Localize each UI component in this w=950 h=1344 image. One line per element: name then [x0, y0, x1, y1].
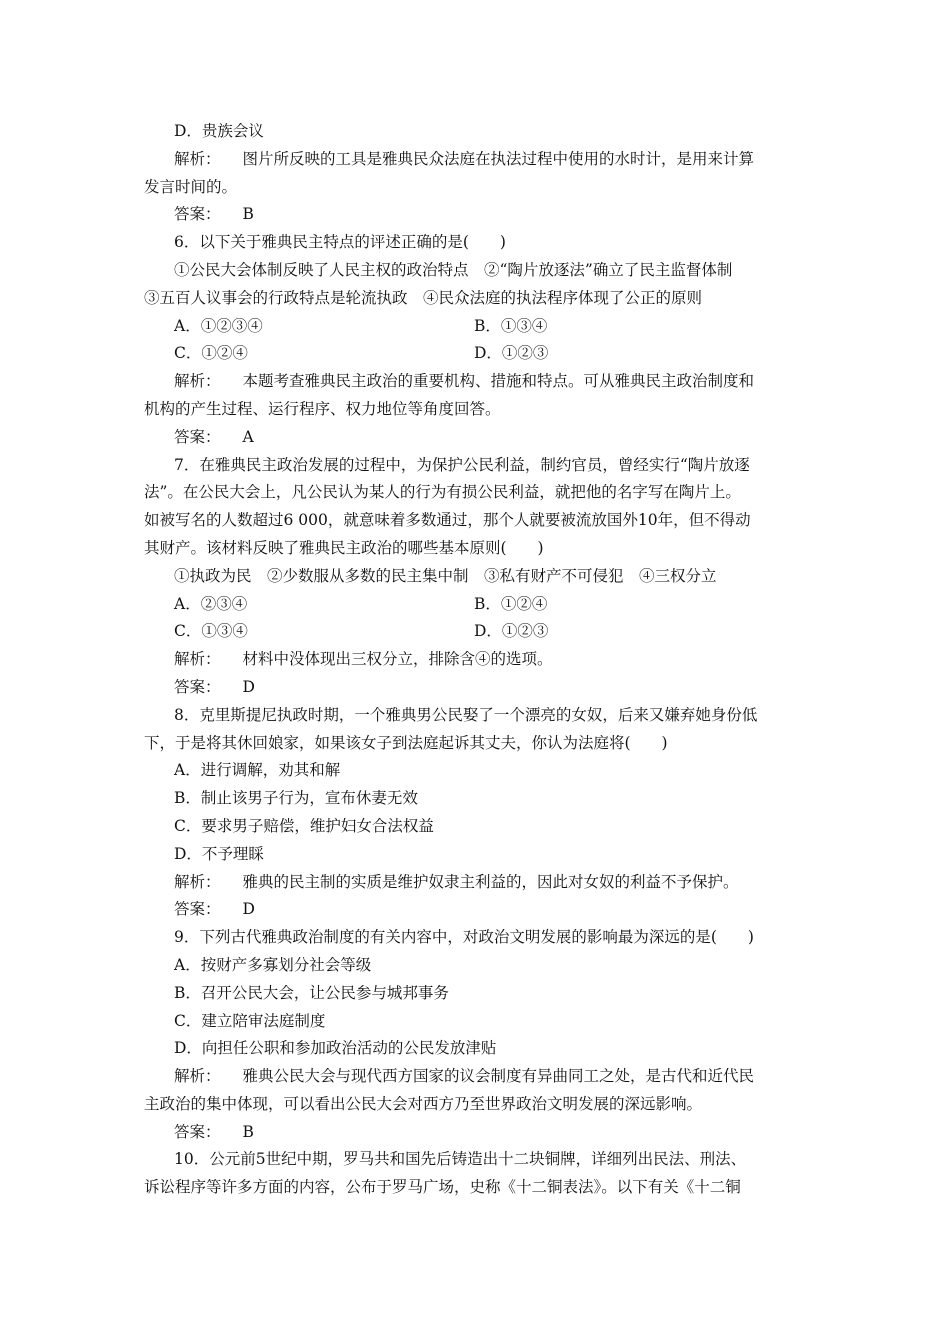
question-line: 8．克里斯提尼执政时期，一个雅典男公民娶了一个漂亮的女奴，后来又嫌弃她身份低	[174, 705, 758, 724]
document-page	[144, 118, 808, 1202]
option-d: D．①②③	[474, 344, 549, 363]
answer-line	[144, 674, 808, 702]
answer-value: B	[242, 1122, 254, 1141]
analysis-label: 解析：	[174, 149, 221, 168]
option-line: A．按财产多寡划分社会等级	[174, 955, 372, 974]
answer-line	[144, 424, 808, 452]
analysis-label: 解析：	[174, 872, 221, 891]
text-line: ①公民大会体制反映了人民主权的政治特点 ②“陶片放逐法”确立了民主监督体制	[174, 260, 733, 279]
option-line: C．要求男子赔偿，维护妇女合法权益	[174, 816, 434, 835]
option-d: D．①②③	[474, 622, 549, 641]
analysis-label: 解析：	[174, 650, 221, 669]
question-line: 9．下列古代雅典政治制度的有关内容中，对政治文明发展的影响最为深远的是( )	[174, 928, 754, 947]
answer-value: B	[242, 205, 254, 224]
text-line: 法”。在公民大会上，凡公民认为某人的行为有损公民利益，就把他的名字写在陶片上。	[144, 483, 741, 502]
analysis-line	[144, 869, 808, 897]
question-line: 7．在雅典民主政治发展的过程中，为保护公民利益，制约官员，曾经实行“陶片放逐	[174, 455, 750, 474]
analysis-line	[144, 146, 808, 174]
answer-value: D	[242, 900, 255, 919]
answer-value: A	[242, 427, 254, 446]
option-a: A．②③④	[174, 594, 248, 613]
option-b: B．①②④	[474, 594, 548, 613]
analysis-line	[144, 368, 808, 396]
text-line: 诉讼程序等许多方面的内容，公布于罗马广场，史称《十二铜表法》。以下有关《十二铜	[144, 1178, 741, 1197]
option-row	[144, 618, 808, 646]
answer-label: 答案：	[174, 205, 221, 224]
option-row	[144, 591, 808, 619]
text-line: 机构的产生过程、运行程序、权力地位等角度回答。	[144, 399, 501, 418]
analysis-line	[144, 1063, 808, 1091]
option-row	[144, 340, 808, 368]
analysis-line	[144, 646, 808, 674]
text-line: 其财产。该材料反映了雅典民主政治的哪些基本原则( )	[144, 538, 544, 557]
analysis-label: 解析：	[174, 1067, 221, 1086]
option-c: C．①③④	[174, 622, 248, 641]
analysis-text: 图片所反映的工具是雅典民众法庭在执法过程中使用的水时计，是用来计算	[242, 149, 755, 168]
analysis-text: 本题考查雅典民主政治的重要机构、措施和特点。可从雅典民主政治制度和	[242, 372, 755, 391]
option-a: A．①②③④	[174, 316, 263, 335]
answer-label: 答案：	[174, 427, 221, 446]
option-row	[144, 313, 808, 341]
option-line: B．制止该男子行为，宣布休妻无效	[174, 789, 418, 808]
option-line: A．进行调解，劝其和解	[174, 761, 341, 780]
option-c: C．①②④	[174, 344, 248, 363]
analysis-text: 雅典公民大会与现代西方国家的议会制度有异曲同工之处，是古代和近代民	[242, 1067, 755, 1086]
text-line: ③五百人议事会的行政特点是轮流执政 ④民众法庭的执法程序体现了公正的原则	[144, 288, 703, 307]
analysis-label: 解析：	[174, 372, 221, 391]
answer-line	[144, 201, 808, 229]
question-line: 10．公元前5世纪中期，罗马共和国先后铸造出十二块铜牌，详细列出民法、刑法、	[174, 1150, 747, 1169]
answer-line	[144, 1119, 808, 1147]
answer-line	[144, 896, 808, 924]
option-b: B．①③④	[474, 316, 548, 335]
text-line: 主政治的集中体现，可以看出公民大会对西方乃至世界政治文明发展的深远影响。	[144, 1094, 703, 1113]
option-line: D．不予理睬	[174, 844, 264, 863]
text-line: 发言时间的。	[144, 177, 238, 196]
answer-label: 答案：	[174, 1122, 221, 1141]
analysis-text: 材料中没体现出三权分立，排除含④的选项。	[242, 650, 553, 669]
text-line: ①执政为民 ②少数服从多数的民主集中制 ③私有财产不可侵犯 ④三权分立	[174, 566, 717, 585]
option-line: D．贵族会议	[174, 122, 264, 140]
question-line: 6．以下关于雅典民主特点的评述正确的是( )	[174, 233, 506, 252]
option-line: C．建立陪审法庭制度	[174, 1011, 326, 1030]
option-line: D．向担任公职和参加政治活动的公民发放津贴	[174, 1039, 497, 1058]
option-line: B．召开公民大会，让公民参与城邦事务	[174, 983, 449, 1002]
analysis-text: 雅典的民主制的实质是维护奴隶主利益的，因此对女奴的利益不予保护。	[242, 872, 739, 891]
answer-value: D	[242, 677, 255, 696]
text-line: 下，于是将其休回娘家，如果该女子到法庭起诉其丈夫，你认为法庭将( )	[144, 733, 668, 752]
answer-label: 答案：	[174, 900, 221, 919]
text-line: 如被写名的人数超过6 000，就意味着多数通过，那个人就要被流放国外10年，但不得动	[144, 511, 751, 530]
answer-label: 答案：	[174, 677, 221, 696]
